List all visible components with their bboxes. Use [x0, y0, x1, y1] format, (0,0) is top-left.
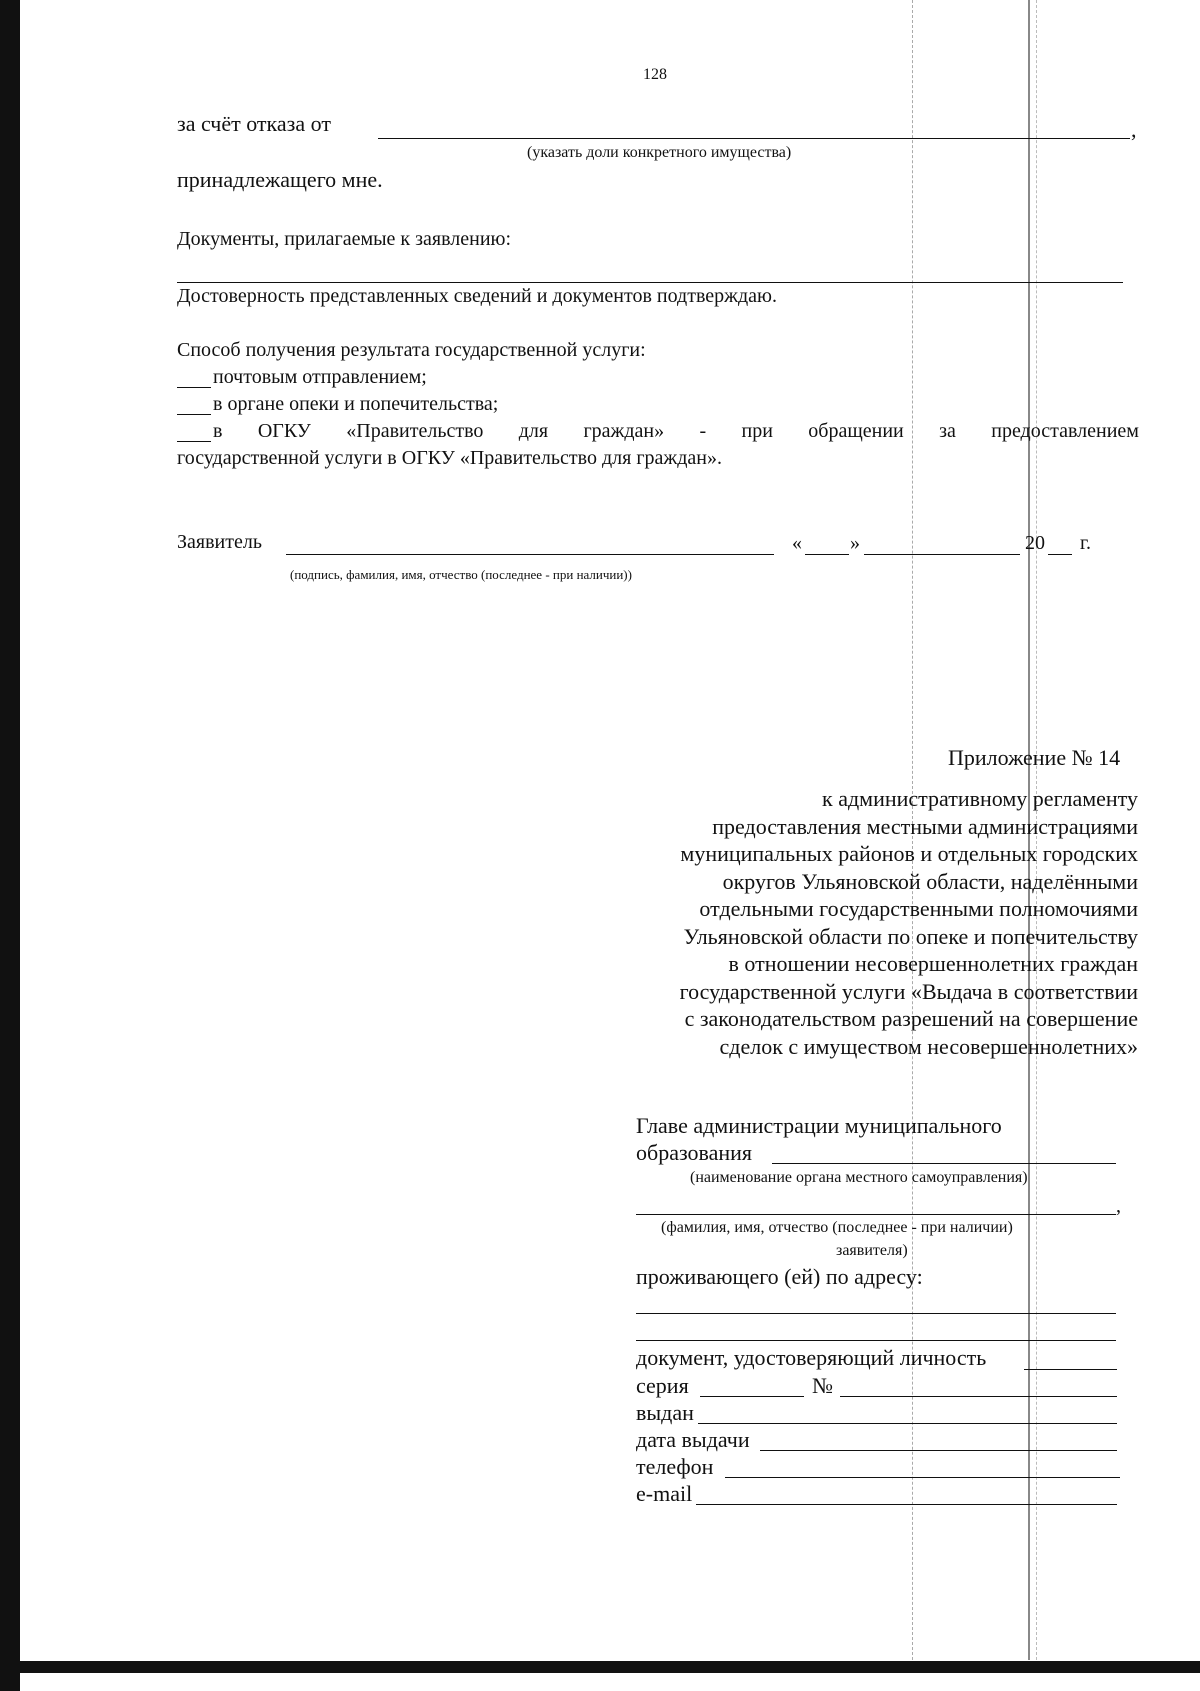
appendix-line: Ульяновской области по опеке и попечительству — [683, 923, 1138, 949]
issue-date-blank[interactable] — [760, 1450, 1117, 1451]
address-blank-1[interactable] — [636, 1313, 1116, 1314]
year-suffix: г. — [1080, 532, 1091, 554]
word: предоставлением — [991, 420, 1139, 442]
formation-label: образования — [636, 1140, 753, 1165]
fio-caption-2: заявителя) — [836, 1242, 908, 1259]
refusal-blank[interactable] — [378, 138, 1130, 139]
issue-date-label: дата выдачи — [636, 1427, 750, 1452]
applicant-caption: (подпись, фамилия, имя, отчество (последнее - при наличии)) — [290, 567, 632, 582]
word: при — [741, 420, 773, 442]
applicant-signature-blank[interactable] — [286, 554, 774, 555]
word: ОГКУ — [257, 420, 311, 442]
number-blank[interactable] — [840, 1396, 1117, 1397]
word: за — [939, 420, 956, 442]
appendix-line: государственной услуги «Выдача в соответствии — [679, 978, 1138, 1004]
page-number: 128 — [643, 66, 667, 83]
appendix-title: Приложение № 14 — [948, 745, 1121, 770]
to-head-text: Главе администрации муниципального — [636, 1113, 1002, 1138]
date-close-quote: » — [850, 532, 860, 554]
year-prefix: 20 — [1025, 532, 1045, 554]
email-blank[interactable] — [696, 1504, 1117, 1505]
org-name-blank[interactable] — [772, 1163, 1116, 1164]
option-ogku-checkbox[interactable] — [177, 441, 211, 442]
date-open-quote: « — [792, 532, 802, 554]
appendix-line: с законодательством разрешений на совершение — [684, 1006, 1138, 1031]
email-label: e-mail — [636, 1481, 693, 1506]
scan-border-bottom — [0, 1661, 1200, 1673]
option-mail-label: почтовым отправлением; — [213, 366, 427, 388]
option-mail-checkbox[interactable] — [177, 387, 211, 388]
phone-label: телефон — [636, 1454, 714, 1479]
date-year-blank[interactable] — [1048, 554, 1072, 555]
appendix-line: к административному регламенту — [822, 786, 1138, 811]
docs-blank[interactable] — [177, 282, 1123, 283]
word: обращении — [808, 420, 904, 442]
date-month-blank[interactable] — [864, 554, 1020, 555]
appendix-description — [600, 785, 1138, 1060]
date-day-blank[interactable] — [805, 554, 849, 555]
option-guardianship-label: в органе опеки и попечительства; — [213, 393, 499, 415]
phone-blank[interactable] — [725, 1477, 1120, 1478]
appendix-line: отдельными государственными полномочиями — [699, 896, 1138, 921]
scan-border-left — [0, 0, 20, 1691]
fio-caption-1: (фамилия, имя, отчество (последнее - при наличии) — [661, 1219, 1013, 1236]
fio-comma: , — [1116, 1195, 1121, 1217]
applicant-label: Заявитель — [177, 531, 262, 553]
option-ogku-continuation: государственной услуги в ОГКУ «Правительство для граждан». — [177, 447, 722, 469]
word: - — [699, 420, 707, 442]
org-caption: (наименование органа местного самоуправления) — [690, 1169, 1028, 1186]
word: граждан» — [583, 420, 665, 442]
appendix-line: предоставления местными администрациями — [712, 813, 1138, 839]
issued-blank[interactable] — [698, 1423, 1117, 1424]
id-doc-label: документ, удостоверяющий личность — [636, 1345, 987, 1370]
word: в — [213, 420, 223, 442]
option-ogku-label — [213, 420, 1139, 443]
residing-label: проживающего (ей) по адресу: — [636, 1264, 923, 1289]
appendix-line: муниципальных районов и отдельных городских — [680, 841, 1138, 866]
issued-label: выдан — [636, 1400, 694, 1425]
number-label: № — [812, 1373, 833, 1398]
docs-label: Документы, прилагаемые к заявлению: — [177, 228, 512, 250]
id-doc-blank[interactable] — [1024, 1369, 1117, 1370]
fio-blank[interactable] — [636, 1214, 1116, 1215]
owned-text: принадлежащего мне. — [177, 167, 383, 192]
confirm-text: Достоверность представленных сведений и документов подтверждаю. — [177, 285, 777, 307]
option-guardianship-checkbox[interactable] — [177, 414, 211, 415]
series-blank[interactable] — [700, 1396, 804, 1397]
method-label: Способ получения результата государственной услуги: — [177, 339, 646, 361]
refusal-comma: , — [1131, 117, 1137, 142]
series-label: серия — [636, 1373, 689, 1398]
appendix-line: округов Ульяновской области, наделёнными — [722, 868, 1138, 894]
refusal-line-label: за счёт отказа от — [177, 111, 331, 136]
word: для — [518, 420, 549, 442]
refusal-caption: (указать доли конкретного имущества) — [527, 144, 792, 161]
appendix-line: сделок с имуществом несовершеннолетних» — [719, 1033, 1138, 1059]
address-blank-2[interactable] — [636, 1340, 1116, 1341]
word: «Правительство — [346, 420, 484, 442]
appendix-line: в отношении несовершеннолетних граждан — [728, 951, 1138, 976]
